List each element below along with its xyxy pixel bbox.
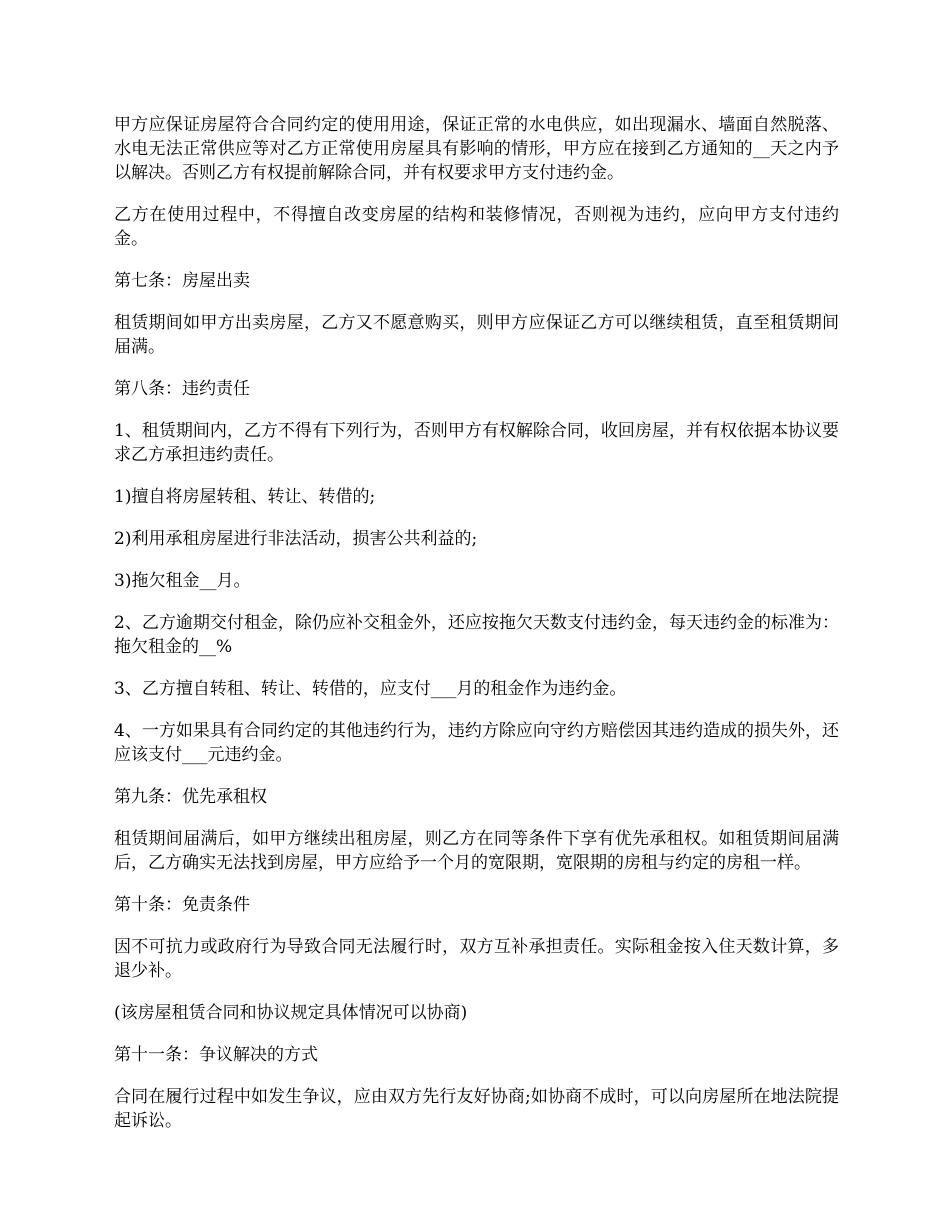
document-body xyxy=(114,113,839,1151)
paragraph-no-alteration: 乙方在使用过程中，不得擅自改变房屋的结构和装修情况，否则视为违约，应向甲方支付违约金。 xyxy=(114,205,839,249)
paragraph-negotiation-note: (该房屋租赁合同和协议规定具体情况可以协商) xyxy=(114,1003,468,1023)
heading-article-7: 第七条：房屋出卖 xyxy=(114,271,250,291)
paragraph-force-majeure: 因不可抗力或政府行为导致合同无法履行时，双方互补承担责任。实际租金按入住天数计算，多退少补。 xyxy=(114,937,839,981)
paragraph-breach-clause-3: 3、乙方擅自转租、转让、转借的，应支付___月的租金作为违约金。 xyxy=(114,679,627,699)
list-item-rent-arrears: 3)拖欠租金__月。 xyxy=(114,571,251,591)
heading-article-10: 第十条：免责条件 xyxy=(114,895,250,915)
heading-article-9: 第九条：优先承租权 xyxy=(114,787,267,807)
paragraph-breach-clause-4: 4、一方如果具有合同约定的其他违约行为，违约方除应向守约方赔偿因其违约造成的损失外，还应该支付___元违约金。 xyxy=(114,721,839,765)
paragraph-priority-lease: 租赁期间届满后，如甲方继续出租房屋，则乙方在同等条件下享有优先承租权。如租赁期间届满后，乙方确实无法找到房屋，甲方应给予一个月的宽限期，宽限期的房租与约定的房租一样。 xyxy=(114,829,839,873)
paragraph-breach-clause-2: 2、乙方逾期交付租金，除仍应补交租金外，还应按拖欠天数支付违约金，每天违约金的标准为：拖欠租金的__% xyxy=(114,613,839,657)
paragraph-water-electricity: 甲方应保证房屋符合合同约定的使用用途，保证正常的水电供应，如出现漏水、墙面自然脱落、水电无法正常供应等对乙方正常使用房屋具有影响的情形，甲方应在接到乙方通知的__天之内予以解决。否则乙方有权提前解除合同，并有权要求甲方支付违约金。 xyxy=(114,115,839,183)
list-item-sublet: 1)擅自将房屋转租、转让、转借的; xyxy=(114,487,376,507)
heading-article-8: 第八条：违约责任 xyxy=(114,379,250,399)
paragraph-house-sale: 租赁期间如甲方出卖房屋，乙方又不愿意购买，则甲方应保证乙方可以继续租赁，直至租赁期间届满。 xyxy=(114,313,839,357)
paragraph-dispute-resolution: 合同在履行过程中如发生争议，应由双方先行友好协商;如协商不成时，可以向房屋所在地法院提起诉讼。 xyxy=(114,1087,839,1131)
list-item-illegal-activity: 2)利用承租房屋进行非法活动，损害公共利益的; xyxy=(114,529,478,549)
paragraph-breach-clause-1: 1、租赁期间内，乙方不得有下列行为，否则甲方有权解除合同，收回房屋，并有权依据本协议要求乙方承担违约责任。 xyxy=(114,421,839,465)
heading-article-11: 第十一条：争议解决的方式 xyxy=(114,1045,318,1065)
